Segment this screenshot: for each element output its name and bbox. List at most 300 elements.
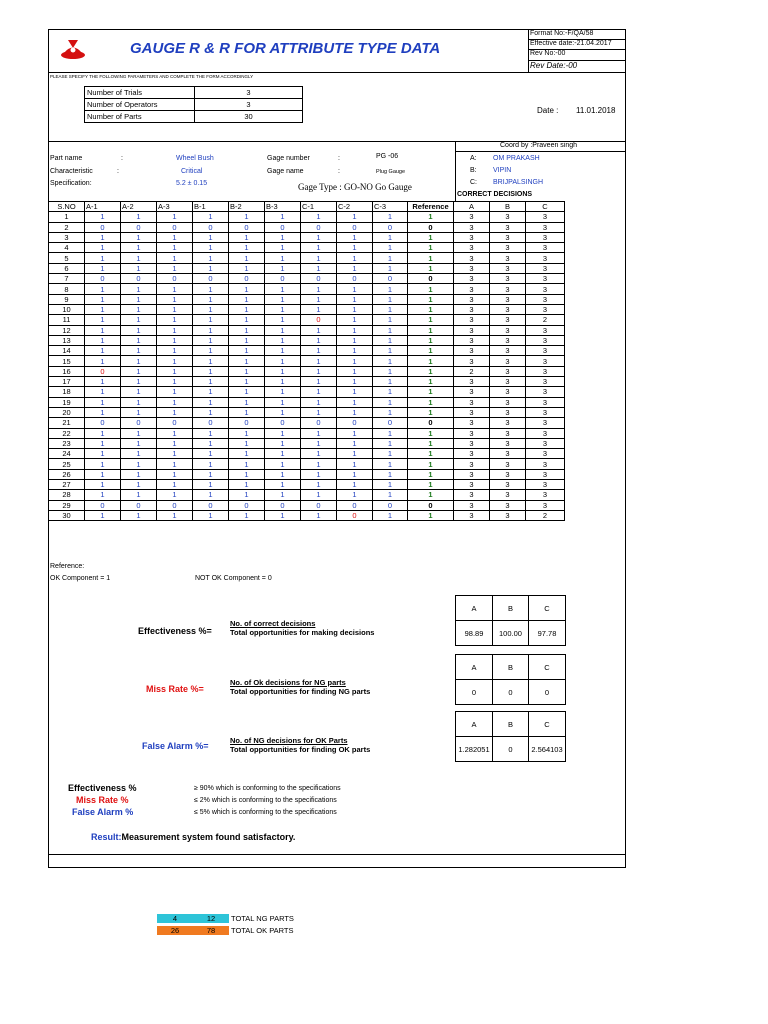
trial-cell[interactable]: 0 — [193, 222, 229, 232]
trial-cell[interactable]: 1 — [121, 377, 157, 387]
reference-cell[interactable]: 1 — [408, 407, 454, 417]
trial-cell[interactable]: 1 — [157, 459, 193, 469]
trial-cell[interactable]: 1 — [265, 428, 301, 438]
trial-cell[interactable]: 0 — [337, 274, 373, 284]
trial-cell[interactable]: 1 — [265, 366, 301, 376]
trial-cell[interactable]: 1 — [373, 325, 408, 335]
reference-cell[interactable]: 1 — [408, 335, 454, 345]
trial-cell[interactable]: 1 — [337, 284, 373, 294]
trial-cell[interactable]: 1 — [301, 407, 337, 417]
trial-cell[interactable]: 1 — [193, 397, 229, 407]
trial-cell[interactable]: 1 — [265, 232, 301, 242]
trial-cell[interactable]: 1 — [85, 346, 121, 356]
trial-cell[interactable]: 1 — [337, 356, 373, 366]
param-value[interactable]: 30 — [195, 111, 303, 123]
trial-cell[interactable]: 1 — [193, 212, 229, 222]
trial-cell[interactable]: 0 — [337, 222, 373, 232]
trial-cell[interactable]: 0 — [193, 274, 229, 284]
gage-name-value[interactable]: Plug Gauge — [376, 169, 406, 175]
trial-cell[interactable]: 1 — [265, 490, 301, 500]
trial-cell[interactable]: 1 — [265, 510, 301, 520]
trial-cell[interactable]: 1 — [121, 294, 157, 304]
trial-cell[interactable]: 1 — [229, 243, 265, 253]
trial-cell[interactable]: 1 — [265, 449, 301, 459]
trial-cell[interactable]: 1 — [229, 459, 265, 469]
trial-cell[interactable]: 1 — [193, 335, 229, 345]
trial-cell[interactable]: 1 — [229, 253, 265, 263]
trial-cell[interactable]: 1 — [85, 428, 121, 438]
trial-cell[interactable]: 1 — [193, 304, 229, 314]
trial-cell[interactable]: 0 — [301, 274, 337, 284]
trial-cell[interactable]: 1 — [157, 377, 193, 387]
trial-cell[interactable]: 0 — [301, 500, 337, 510]
trial-cell[interactable]: 1 — [121, 212, 157, 222]
trial-cell[interactable]: 1 — [265, 325, 301, 335]
trial-cell[interactable]: 1 — [337, 243, 373, 253]
trial-cell[interactable]: 1 — [301, 510, 337, 520]
trial-cell[interactable]: 1 — [337, 253, 373, 263]
trial-cell[interactable]: 1 — [157, 304, 193, 314]
trial-cell[interactable]: 1 — [85, 325, 121, 335]
trial-cell[interactable]: 1 — [157, 510, 193, 520]
trial-cell[interactable]: 1 — [301, 325, 337, 335]
trial-cell[interactable]: 1 — [121, 335, 157, 345]
trial-cell[interactable]: 1 — [337, 407, 373, 417]
trial-cell[interactable]: 1 — [229, 449, 265, 459]
trial-cell[interactable]: 1 — [229, 294, 265, 304]
trial-cell[interactable]: 1 — [337, 387, 373, 397]
reference-cell[interactable]: 1 — [408, 315, 454, 325]
trial-cell[interactable]: 1 — [193, 232, 229, 242]
trial-cell[interactable]: 0 — [85, 500, 121, 510]
trial-cell[interactable]: 1 — [301, 397, 337, 407]
trial-cell[interactable]: 1 — [301, 459, 337, 469]
trial-cell[interactable]: 0 — [301, 315, 337, 325]
trial-cell[interactable]: 1 — [193, 294, 229, 304]
trial-cell[interactable]: 1 — [337, 438, 373, 448]
date-value[interactable]: 11.01.2018 — [576, 106, 616, 115]
trial-cell[interactable]: 1 — [265, 377, 301, 387]
trial-cell[interactable]: 1 — [121, 387, 157, 397]
reference-cell[interactable]: 1 — [408, 438, 454, 448]
trial-cell[interactable]: 1 — [193, 346, 229, 356]
reference-cell[interactable]: 1 — [408, 253, 454, 263]
trial-cell[interactable]: 1 — [193, 366, 229, 376]
trial-cell[interactable]: 1 — [229, 315, 265, 325]
reference-cell[interactable]: 1 — [408, 469, 454, 479]
trial-cell[interactable]: 1 — [193, 469, 229, 479]
trial-cell[interactable]: 1 — [265, 253, 301, 263]
trial-cell[interactable]: 1 — [121, 325, 157, 335]
trial-cell[interactable]: 0 — [265, 418, 301, 428]
trial-cell[interactable]: 0 — [121, 418, 157, 428]
trial-cell[interactable]: 1 — [301, 304, 337, 314]
trial-cell[interactable]: 1 — [121, 510, 157, 520]
trial-cell[interactable]: 1 — [121, 284, 157, 294]
trial-cell[interactable]: 1 — [301, 377, 337, 387]
trial-cell[interactable]: 1 — [265, 263, 301, 273]
trial-cell[interactable]: 1 — [121, 449, 157, 459]
trial-cell[interactable]: 1 — [85, 232, 121, 242]
reference-cell[interactable]: 1 — [408, 212, 454, 222]
trial-cell[interactable]: 1 — [157, 366, 193, 376]
trial-cell[interactable]: 1 — [85, 243, 121, 253]
trial-cell[interactable]: 1 — [373, 232, 408, 242]
trial-cell[interactable]: 1 — [373, 253, 408, 263]
trial-cell[interactable]: 1 — [229, 263, 265, 273]
trial-cell[interactable]: 1 — [337, 346, 373, 356]
trial-cell[interactable]: 0 — [157, 222, 193, 232]
trial-cell[interactable]: 1 — [373, 428, 408, 438]
trial-cell[interactable]: 1 — [85, 335, 121, 345]
trial-cell[interactable]: 0 — [373, 222, 408, 232]
trial-cell[interactable]: 1 — [265, 243, 301, 253]
trial-cell[interactable]: 1 — [193, 449, 229, 459]
trial-cell[interactable]: 1 — [265, 459, 301, 469]
trial-cell[interactable]: 1 — [229, 325, 265, 335]
trial-cell[interactable]: 1 — [85, 469, 121, 479]
trial-cell[interactable]: 1 — [373, 315, 408, 325]
trial-cell[interactable]: 1 — [193, 243, 229, 253]
trial-cell[interactable]: 1 — [193, 407, 229, 417]
operator-name[interactable]: OM PRAKASH — [493, 155, 540, 162]
trial-cell[interactable]: 1 — [265, 356, 301, 366]
reference-cell[interactable]: 1 — [408, 232, 454, 242]
trial-cell[interactable]: 0 — [373, 274, 408, 284]
trial-cell[interactable]: 1 — [85, 356, 121, 366]
trial-cell[interactable]: 1 — [121, 263, 157, 273]
trial-cell[interactable]: 1 — [85, 377, 121, 387]
trial-cell[interactable]: 1 — [85, 449, 121, 459]
reference-cell[interactable]: 1 — [408, 510, 454, 520]
trial-cell[interactable]: 1 — [301, 243, 337, 253]
trial-cell[interactable]: 1 — [337, 397, 373, 407]
trial-cell[interactable]: 1 — [121, 397, 157, 407]
trial-cell[interactable]: 1 — [301, 366, 337, 376]
trial-cell[interactable]: 1 — [337, 325, 373, 335]
trial-cell[interactable]: 0 — [301, 222, 337, 232]
trial-cell[interactable]: 1 — [121, 459, 157, 469]
trial-cell[interactable]: 1 — [301, 335, 337, 345]
trial-cell[interactable]: 1 — [85, 480, 121, 490]
trial-cell[interactable]: 1 — [337, 315, 373, 325]
trial-cell[interactable]: 0 — [157, 274, 193, 284]
param-value[interactable]: 3 — [195, 87, 303, 99]
trial-cell[interactable]: 1 — [85, 294, 121, 304]
trial-cell[interactable]: 1 — [337, 480, 373, 490]
trial-cell[interactable]: 1 — [193, 490, 229, 500]
trial-cell[interactable]: 1 — [265, 294, 301, 304]
trial-cell[interactable]: 1 — [373, 263, 408, 273]
trial-cell[interactable]: 1 — [85, 459, 121, 469]
trial-cell[interactable]: 1 — [157, 335, 193, 345]
trial-cell[interactable]: 1 — [229, 212, 265, 222]
reference-cell[interactable]: 1 — [408, 377, 454, 387]
trial-cell[interactable]: 1 — [373, 459, 408, 469]
trial-cell[interactable]: 1 — [337, 304, 373, 314]
trial-cell[interactable]: 1 — [157, 438, 193, 448]
trial-cell[interactable]: 1 — [301, 387, 337, 397]
trial-cell[interactable]: 1 — [193, 325, 229, 335]
trial-cell[interactable]: 1 — [157, 480, 193, 490]
trial-cell[interactable]: 0 — [337, 418, 373, 428]
trial-cell[interactable]: 0 — [85, 366, 121, 376]
trial-cell[interactable]: 1 — [301, 438, 337, 448]
trial-cell[interactable]: 1 — [373, 356, 408, 366]
trial-cell[interactable]: 1 — [301, 284, 337, 294]
trial-cell[interactable]: 1 — [85, 397, 121, 407]
reference-cell[interactable]: 1 — [408, 449, 454, 459]
trial-cell[interactable]: 1 — [85, 304, 121, 314]
trial-cell[interactable]: 1 — [85, 253, 121, 263]
reference-cell[interactable]: 1 — [408, 428, 454, 438]
reference-cell[interactable]: 0 — [408, 418, 454, 428]
trial-cell[interactable]: 1 — [157, 449, 193, 459]
reference-cell[interactable]: 1 — [408, 243, 454, 253]
trial-cell[interactable]: 1 — [373, 294, 408, 304]
trial-cell[interactable]: 0 — [121, 222, 157, 232]
trial-cell[interactable]: 1 — [121, 356, 157, 366]
trial-cell[interactable]: 1 — [157, 469, 193, 479]
reference-cell[interactable]: 1 — [408, 480, 454, 490]
trial-cell[interactable]: 1 — [229, 438, 265, 448]
trial-cell[interactable]: 1 — [229, 490, 265, 500]
trial-cell[interactable]: 1 — [121, 407, 157, 417]
trial-cell[interactable]: 1 — [85, 387, 121, 397]
trial-cell[interactable]: 1 — [193, 284, 229, 294]
trial-cell[interactable]: 0 — [229, 500, 265, 510]
part-name-value[interactable]: Wheel Bush — [176, 155, 214, 162]
trial-cell[interactable]: 1 — [193, 377, 229, 387]
trial-cell[interactable]: 1 — [373, 366, 408, 376]
trial-cell[interactable]: 0 — [265, 222, 301, 232]
trial-cell[interactable]: 1 — [301, 469, 337, 479]
trial-cell[interactable]: 1 — [373, 243, 408, 253]
trial-cell[interactable]: 1 — [85, 263, 121, 273]
trial-cell[interactable]: 1 — [301, 490, 337, 500]
reference-cell[interactable]: 0 — [408, 500, 454, 510]
trial-cell[interactable]: 1 — [301, 346, 337, 356]
trial-cell[interactable]: 1 — [373, 346, 408, 356]
trial-cell[interactable]: 1 — [157, 243, 193, 253]
trial-cell[interactable]: 1 — [265, 407, 301, 417]
trial-cell[interactable]: 1 — [373, 387, 408, 397]
trial-cell[interactable]: 1 — [121, 253, 157, 263]
trial-cell[interactable]: 1 — [121, 315, 157, 325]
trial-cell[interactable]: 1 — [229, 469, 265, 479]
trial-cell[interactable]: 1 — [229, 397, 265, 407]
trial-cell[interactable]: 1 — [157, 346, 193, 356]
reference-cell[interactable]: 1 — [408, 459, 454, 469]
trial-cell[interactable]: 1 — [157, 397, 193, 407]
trial-cell[interactable]: 0 — [265, 274, 301, 284]
trial-cell[interactable]: 1 — [193, 253, 229, 263]
trial-cell[interactable]: 0 — [265, 500, 301, 510]
trial-cell[interactable]: 1 — [301, 356, 337, 366]
trial-cell[interactable]: 1 — [157, 407, 193, 417]
operator-name[interactable]: VIPIN — [493, 167, 512, 174]
trial-cell[interactable]: 1 — [337, 459, 373, 469]
trial-cell[interactable]: 1 — [229, 304, 265, 314]
reference-cell[interactable]: 1 — [408, 356, 454, 366]
trial-cell[interactable]: 1 — [193, 459, 229, 469]
trial-cell[interactable]: 1 — [157, 212, 193, 222]
trial-cell[interactable]: 1 — [301, 253, 337, 263]
trial-cell[interactable]: 1 — [121, 469, 157, 479]
trial-cell[interactable]: 1 — [265, 284, 301, 294]
trial-cell[interactable]: 1 — [193, 510, 229, 520]
trial-cell[interactable]: 1 — [337, 490, 373, 500]
specification-value[interactable]: 5.2 ± 0.15 — [176, 180, 208, 187]
trial-cell[interactable]: 1 — [337, 263, 373, 273]
trial-cell[interactable]: 1 — [121, 366, 157, 376]
trial-cell[interactable]: 1 — [157, 232, 193, 242]
trial-cell[interactable]: 1 — [85, 407, 121, 417]
trial-cell[interactable]: 1 — [229, 366, 265, 376]
trial-cell[interactable]: 1 — [229, 377, 265, 387]
trial-cell[interactable]: 1 — [373, 438, 408, 448]
trial-cell[interactable]: 1 — [121, 232, 157, 242]
trial-cell[interactable]: 1 — [337, 366, 373, 376]
trial-cell[interactable]: 1 — [229, 284, 265, 294]
trial-cell[interactable]: 1 — [265, 480, 301, 490]
trial-cell[interactable]: 1 — [373, 284, 408, 294]
trial-cell[interactable]: 0 — [121, 500, 157, 510]
reference-cell[interactable]: 1 — [408, 284, 454, 294]
trial-cell[interactable]: 1 — [373, 212, 408, 222]
trial-cell[interactable]: 1 — [337, 232, 373, 242]
trial-cell[interactable]: 1 — [301, 449, 337, 459]
trial-cell[interactable]: 0 — [121, 274, 157, 284]
trial-cell[interactable]: 1 — [193, 263, 229, 273]
trial-cell[interactable]: 1 — [193, 428, 229, 438]
trial-cell[interactable]: 0 — [157, 500, 193, 510]
trial-cell[interactable]: 1 — [301, 294, 337, 304]
trial-cell[interactable]: 1 — [373, 469, 408, 479]
reference-cell[interactable]: 1 — [408, 387, 454, 397]
trial-cell[interactable]: 0 — [229, 418, 265, 428]
reference-cell[interactable]: 1 — [408, 294, 454, 304]
trial-cell[interactable]: 1 — [85, 284, 121, 294]
trial-cell[interactable]: 1 — [373, 407, 408, 417]
trial-cell[interactable]: 1 — [373, 397, 408, 407]
trial-cell[interactable]: 1 — [193, 480, 229, 490]
trial-cell[interactable]: 1 — [121, 480, 157, 490]
trial-cell[interactable]: 0 — [85, 222, 121, 232]
trial-cell[interactable]: 1 — [337, 449, 373, 459]
trial-cell[interactable]: 1 — [373, 480, 408, 490]
trial-cell[interactable]: 0 — [373, 500, 408, 510]
trial-cell[interactable]: 0 — [229, 222, 265, 232]
trial-cell[interactable]: 1 — [229, 428, 265, 438]
trial-cell[interactable]: 1 — [85, 490, 121, 500]
trial-cell[interactable]: 1 — [337, 335, 373, 345]
gage-number-value[interactable]: PG -06 — [376, 153, 399, 160]
trial-cell[interactable]: 1 — [157, 315, 193, 325]
reference-cell[interactable]: 1 — [408, 263, 454, 273]
trial-cell[interactable]: 1 — [337, 377, 373, 387]
trial-cell[interactable]: 0 — [193, 418, 229, 428]
trial-cell[interactable]: 1 — [337, 469, 373, 479]
trial-cell[interactable]: 1 — [373, 377, 408, 387]
trial-cell[interactable]: 1 — [265, 469, 301, 479]
trial-cell[interactable]: 1 — [193, 356, 229, 366]
trial-cell[interactable]: 1 — [85, 438, 121, 448]
trial-cell[interactable]: 0 — [337, 510, 373, 520]
trial-cell[interactable]: 1 — [337, 428, 373, 438]
trial-cell[interactable]: 1 — [265, 212, 301, 222]
trial-cell[interactable]: 1 — [301, 212, 337, 222]
trial-cell[interactable]: 0 — [85, 274, 121, 284]
trial-cell[interactable]: 1 — [301, 232, 337, 242]
param-value[interactable]: 3 — [195, 99, 303, 111]
trial-cell[interactable]: 1 — [157, 387, 193, 397]
trial-cell[interactable]: 0 — [193, 500, 229, 510]
trial-cell[interactable]: 1 — [301, 480, 337, 490]
trial-cell[interactable]: 1 — [229, 356, 265, 366]
trial-cell[interactable]: 1 — [229, 407, 265, 417]
trial-cell[interactable]: 1 — [157, 428, 193, 438]
trial-cell[interactable]: 1 — [265, 346, 301, 356]
trial-cell[interactable]: 1 — [229, 510, 265, 520]
trial-cell[interactable]: 1 — [229, 335, 265, 345]
trial-cell[interactable]: 1 — [229, 346, 265, 356]
trial-cell[interactable]: 1 — [157, 325, 193, 335]
trial-cell[interactable]: 1 — [265, 387, 301, 397]
trial-cell[interactable]: 1 — [301, 428, 337, 438]
trial-cell[interactable]: 0 — [229, 274, 265, 284]
trial-cell[interactable]: 0 — [157, 418, 193, 428]
reference-cell[interactable]: 0 — [408, 222, 454, 232]
trial-cell[interactable]: 1 — [193, 438, 229, 448]
trial-cell[interactable]: 1 — [229, 480, 265, 490]
trial-cell[interactable]: 1 — [373, 304, 408, 314]
trial-cell[interactable]: 1 — [265, 438, 301, 448]
trial-cell[interactable]: 1 — [265, 335, 301, 345]
trial-cell[interactable]: 1 — [337, 294, 373, 304]
trial-cell[interactable]: 1 — [265, 304, 301, 314]
trial-cell[interactable]: 1 — [157, 253, 193, 263]
reference-cell[interactable]: 1 — [408, 325, 454, 335]
trial-cell[interactable]: 1 — [157, 356, 193, 366]
trial-cell[interactable]: 1 — [121, 243, 157, 253]
trial-cell[interactable]: 1 — [193, 315, 229, 325]
trial-cell[interactable]: 1 — [373, 490, 408, 500]
trial-cell[interactable]: 0 — [85, 418, 121, 428]
trial-cell[interactable]: 1 — [373, 449, 408, 459]
trial-cell[interactable]: 1 — [301, 263, 337, 273]
operator-name[interactable]: BRIJPALSINGH — [493, 179, 544, 186]
trial-cell[interactable]: 1 — [229, 387, 265, 397]
trial-cell[interactable]: 1 — [337, 212, 373, 222]
trial-cell[interactable]: 1 — [229, 232, 265, 242]
trial-cell[interactable]: 1 — [265, 315, 301, 325]
reference-cell[interactable]: 1 — [408, 490, 454, 500]
trial-cell[interactable]: 1 — [157, 284, 193, 294]
trial-cell[interactable]: 1 — [157, 490, 193, 500]
trial-cell[interactable]: 0 — [301, 418, 337, 428]
trial-cell[interactable]: 1 — [121, 346, 157, 356]
reference-cell[interactable]: 0 — [408, 274, 454, 284]
trial-cell[interactable]: 1 — [121, 490, 157, 500]
trial-cell[interactable]: 1 — [121, 304, 157, 314]
trial-cell[interactable]: 1 — [121, 428, 157, 438]
trial-cell[interactable]: 0 — [373, 418, 408, 428]
trial-cell[interactable]: 1 — [85, 315, 121, 325]
reference-cell[interactable]: 1 — [408, 366, 454, 376]
trial-cell[interactable]: 1 — [157, 263, 193, 273]
trial-cell[interactable]: 1 — [373, 335, 408, 345]
